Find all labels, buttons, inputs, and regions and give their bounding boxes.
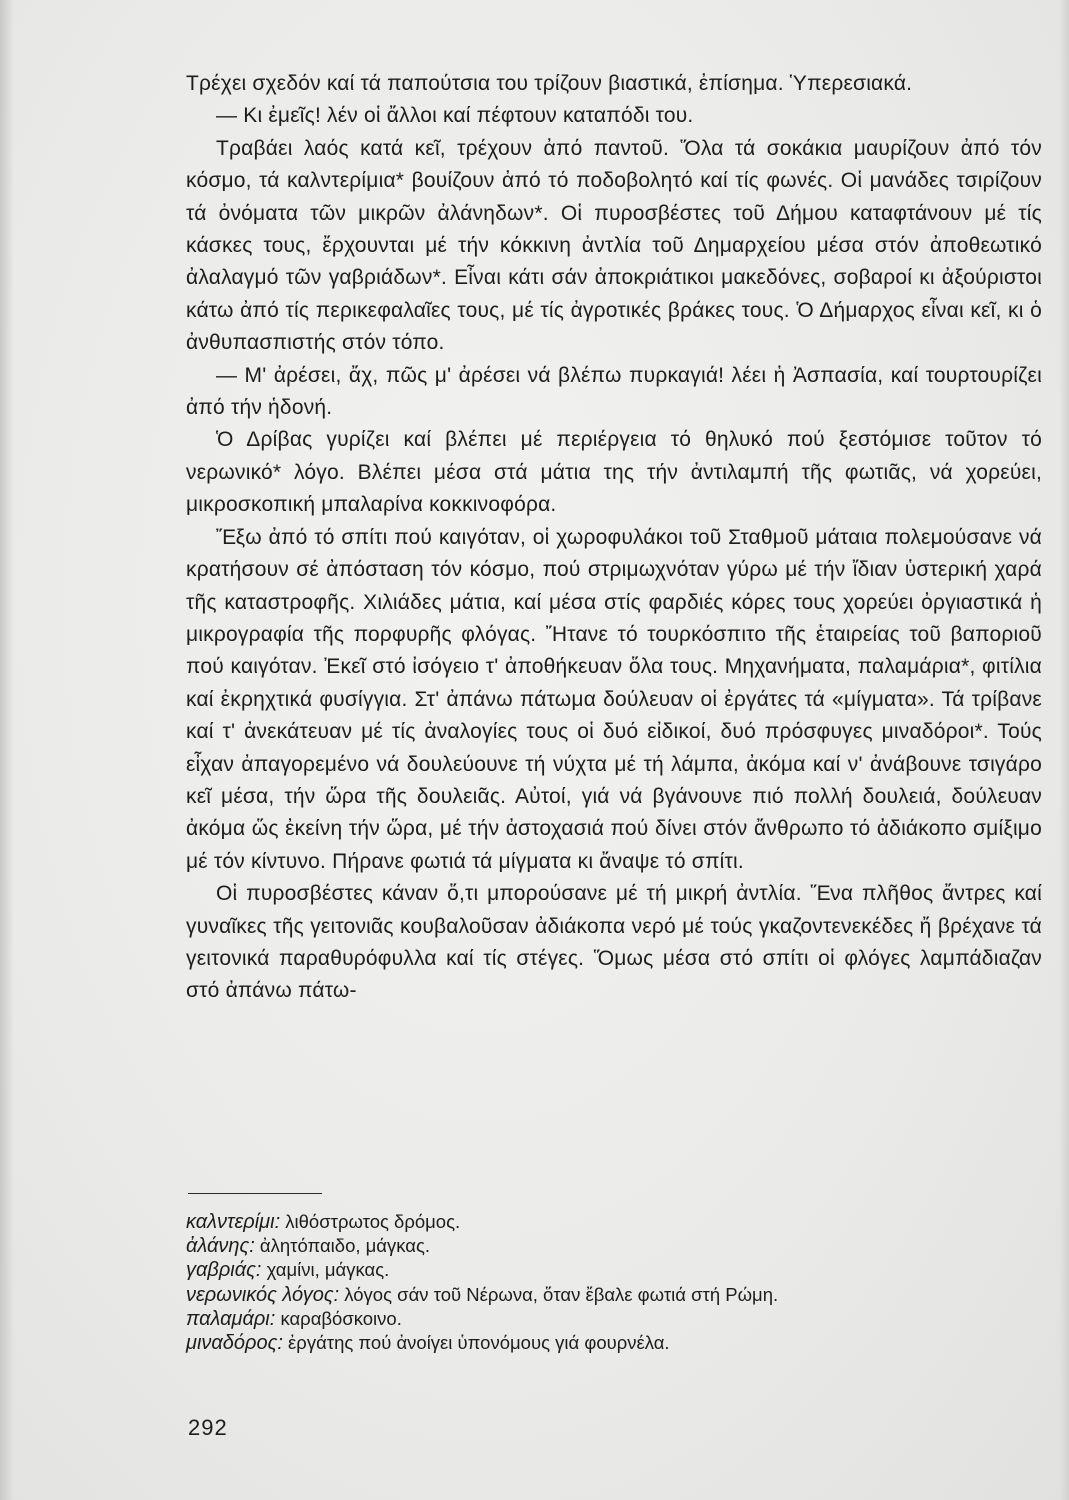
footnote — [186, 1258, 1042, 1282]
page-number: 292 — [188, 1415, 228, 1440]
paragraph: Τρέχει σχεδόν καί τά παπούτσια του τρίζουν βιαστικά, ἐπίσημα. Ὑπερεσιακά. — [186, 72, 913, 95]
page-shadow-right — [1059, 0, 1069, 1500]
footnote-definition: ἐργάτης πού ἀνοίγει ὑπονόμους γιά φουρνέλα. — [288, 1332, 670, 1354]
paragraph: Οἱ πυροσβέστες κάναν ὅ,τι μπορούσανε μέ τή μικρή ἀντλία. Ἕνα πλῆθος ἄντρες καί γυναῖκες τῆς γειτονιᾶς κουβαλοῦσαν ἀδιάκοπα νερό μέ τούς γκαζοντενεκέδες ἤ βρέχανε τά γειτονικά παραθυρόφυλλα καί τίς στέγες. Ὅμως μέσα στό σπίτι οἱ φλόγες λαμπάδιαζαν στό ἀπάνω πάτω- — [186, 882, 1042, 1003]
footnote — [186, 1331, 1042, 1355]
footnote-term: νερωνικός λόγος: — [186, 1283, 340, 1306]
footnote — [186, 1307, 1042, 1331]
body-text — [186, 68, 1042, 1008]
footnote-rule — [188, 1193, 322, 1194]
footnote-term: μιναδόρος: — [186, 1332, 283, 1355]
footnote-term: γαβριάς: — [186, 1259, 262, 1282]
footnote — [186, 1210, 1042, 1234]
paragraph: Τραβάει λαός κατά κεῖ, τρέχουν ἀπό παντοῦ. Ὅλα τά σοκάκια μαυρίζουν ἀπό τόν κόσμο, τά καλντερίμια* βουίζουν ἀπό τό ποδοβολητό καί τίς φωνές. Οἱ μανάδες τσιρίζουν τά ὀνόματα τῶν μικρῶν ἀλάνηδων*. Οἱ πυροσβέστες τοῦ Δήμου καταφτάνουν μέ τίς κάσκες τους, ἔρχουνται μέ τήν κόκκινη ἀντλία τοῦ Δημαρχείου μέσα στόν ἀποθεωτικό ἀλαλαγμό τῶν γαβριάδων*. Εἶναι κάτι σάν ἀποκριάτικοι μακεδόνες, σοβαροί κι ἀξούριστοι κάτω ἀπό τίς περικεφαλαῖες τους, μέ τίς ἀγροτικές βράκες τους. Ὁ Δήμαρχος εἶναι κεῖ, κι ὁ ἀνθυπασπιστής στόν τόπο. — [186, 136, 1042, 355]
footnotes — [186, 1210, 1042, 1355]
page-shadow-left — [0, 0, 14, 1500]
footnote-term: ἀλάνης: — [186, 1235, 255, 1258]
paragraph: Ὁ Δρίβας γυρίζει καί βλέπει μέ περιέργεια τό θηλυκό πού ξεστόμισε τοῦτον τό νερωνικό* λόγο. Βλέπει μέσα στά μάτια της τήν ἀντιλαμπή τῆς φωτιᾶς, νά χορεύει, μικροσκοπική μπαλαρίνα κοκκινοφόρα. — [186, 428, 1042, 517]
footnote-definition: λόγος σάν τοῦ Νέρωνα, ὅταν ἔβαλε φωτιά στή Ρώμη. — [344, 1283, 779, 1305]
dialogue-line: — Κι ἐμεῖς! λέν οἱ ἄλλοι καί πέφτουν καταπόδι του. — [216, 104, 694, 128]
footnote-definition: λιθόστρωτος δρόμος. — [285, 1211, 461, 1232]
footnote-definition: καραβόσκοινο. — [280, 1307, 402, 1329]
footnote-term: παλαμάρι: — [186, 1307, 276, 1330]
footnote — [186, 1234, 1042, 1258]
footnote-definition: ἀλητόπαιδο, μάγκας. — [259, 1235, 431, 1257]
footnote-term: καλντερίμι: — [186, 1211, 281, 1233]
footnote — [186, 1283, 1042, 1307]
footnote-definition: χαμίνι, μάγκας. — [266, 1259, 390, 1281]
paragraph: Ἔξω ἀπό τό σπίτι πού καιγόταν, οἱ χωροφυλάκοι τοῦ Σταθμοῦ μάταια πολεμούσανε νά κρατήσουν σέ ἀπόσταση τόν κόσμο, πού στριμωχνόταν γύρω μέ τήν ἴδιαν ὑστερική χαρά τῆς καταστροφῆς. Χιλιάδες μάτια, καί μέσα στίς φαρδιές κόρες τους χορεύει ὀργιαστικά ἡ μικρογραφία τῆς πορφυρῆς φλόγας. Ἤτανε τό τουρκόσπιτο τῆς ἑταιρείας τοῦ βαποριοῦ πού καιγόταν. Ἐκεῖ στό ἰσόγειο τ' ἀποθήκευαν ὅλα τους. Μηχανήματα, παλαμάρια*, φιτίλια καί ἐκρηχτικά φυσίγγια. Στ' ἀπάνω πάτωμα δούλευαν οἱ ἐργάτες τά «μίγματα». Τά τρίβανε καί τ' ἀνεκάτευαν μέ τίς ἀναλογίες τους οἱ δυό εἰδικοί, δυό πρόσφυγες μιναδόροι*. Τούς εἶχαν ἀπαγορεμένο νά δουλεύουνε τή νύχτα μέ τή λάμπα, ἀκόμα καί ν' ἀνάβουνε τσιγάρο κεῖ μέσα, τήν ὥρα τῆς δουλειᾶς. Αὐτοί, γιά νά βγάνουνε πιό πολλή δουλειά, δούλευαν ἀκόμα ὥς ἐκείνη τήν ὥρα, μέ τήν ἀστοχασιά πού δίνει στόν ἄνθρωπο τό ἀδιάκοπο σμίξιμο μέ τόν κίντυνο. Πήρανε φωτιά τά μίγματα κι ἄναψε τό σπίτι. — [186, 525, 1042, 873]
dialogue-line: — Μ' ἀρέσει, ἄχ, πῶς μ' ἀρέσει νά βλέπω πυρκαγιά! λέει ἡ Ἀσπασία, καί τουρτουρίζει ἀπό τήν ἡδονή. — [186, 363, 1042, 420]
